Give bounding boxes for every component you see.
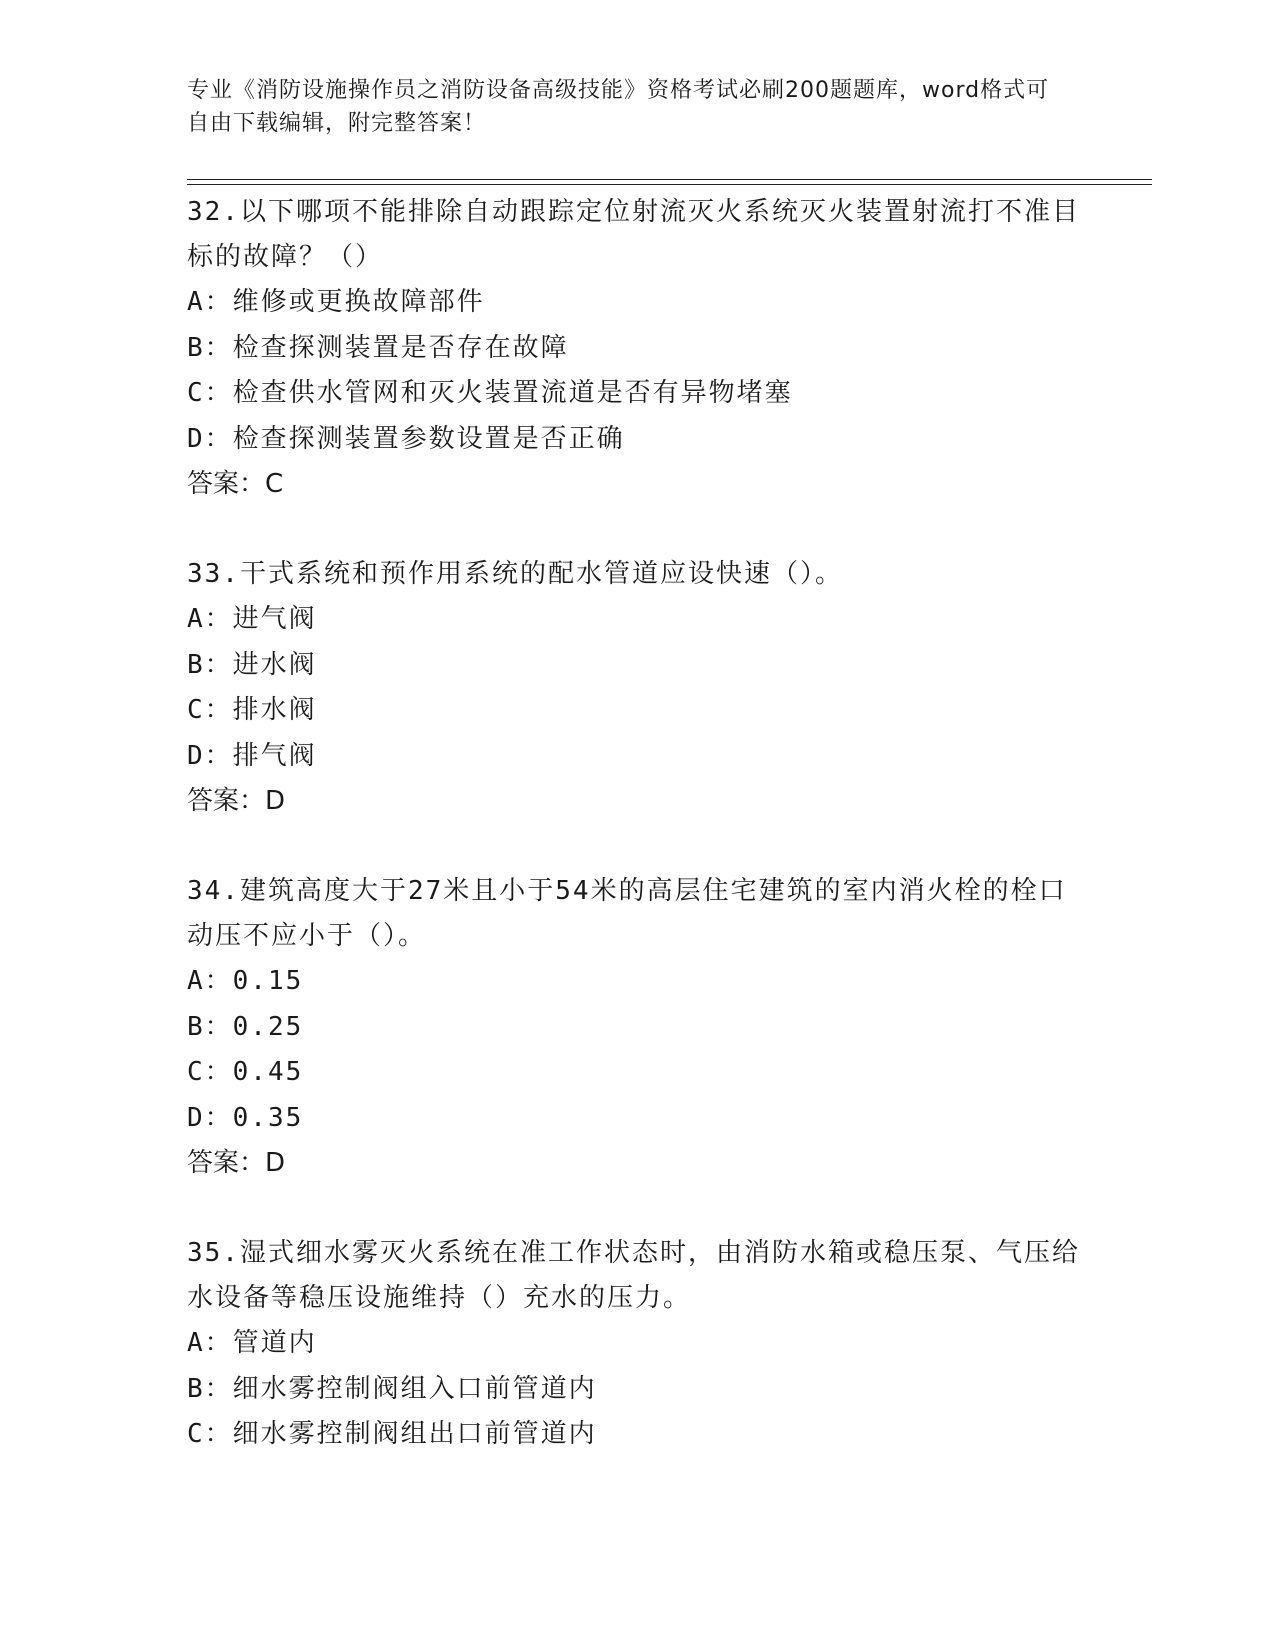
question-34 xyxy=(187,869,1087,1186)
question-stem: 32.以下哪项不能排除自动跟踪定位射流灭火系统灭火装置射流打不准目标的故障？（） xyxy=(187,197,1080,272)
option-c: C：排水阀 xyxy=(187,695,317,725)
question-spacer xyxy=(187,507,1087,552)
option-b: B：检查探测装置是否存在故障 xyxy=(187,332,569,363)
answer: 答案：C xyxy=(187,469,284,499)
option-a: A：0.15 xyxy=(187,966,304,996)
question-stem: 35.湿式细水雾灭火系统在准工作状态时，由消防水箱或稳压泵、气压给水设备等稳压设施维持（）充水的压力。 xyxy=(187,1238,1080,1313)
question-stem: 33.干式系统和预作用系统的配水管道应设快速（）。 xyxy=(187,559,843,589)
question-32 xyxy=(187,190,1087,507)
header-rule-bottom xyxy=(187,184,1152,185)
question-list xyxy=(187,190,1087,1458)
answer: 答案：D xyxy=(187,1148,286,1178)
option-c: C：0.45 xyxy=(187,1057,304,1087)
option-d: D：排气阀 xyxy=(187,740,317,771)
question-stem: 34.建筑高度大于27米且小于54米的高层住宅建筑的室内消火栓的栓口动压不应小于（）。 xyxy=(187,876,1067,951)
question-spacer xyxy=(187,1186,1087,1231)
option-b: B：细水雾控制阀组入口前管道内 xyxy=(187,1373,597,1404)
option-c: C：细水雾控制阀组出口前管道内 xyxy=(187,1419,597,1449)
option-b: B：0.25 xyxy=(187,1011,304,1042)
option-a: A：维修或更换故障部件 xyxy=(187,287,485,317)
header-rule-top xyxy=(187,179,1152,180)
document-header: 专业《消防设施操作员之消防设备高级技能》资格考试必刷200题题库，word格式可自由下载编辑，附完整答案！ xyxy=(187,78,1050,136)
question-33 xyxy=(187,552,1087,824)
option-d: D：检查探测装置参数设置是否正确 xyxy=(187,423,625,454)
question-35 xyxy=(187,1231,1087,1458)
option-a: A：管道内 xyxy=(187,1328,317,1358)
option-c: C：检查供水管网和灭火装置流道是否有异物堵塞 xyxy=(187,378,793,408)
answer: 答案：D xyxy=(187,786,286,816)
option-b: B：进水阀 xyxy=(187,649,317,680)
question-spacer xyxy=(187,824,1087,869)
option-d: D：0.35 xyxy=(187,1102,304,1133)
option-a: A：进气阀 xyxy=(187,604,317,634)
